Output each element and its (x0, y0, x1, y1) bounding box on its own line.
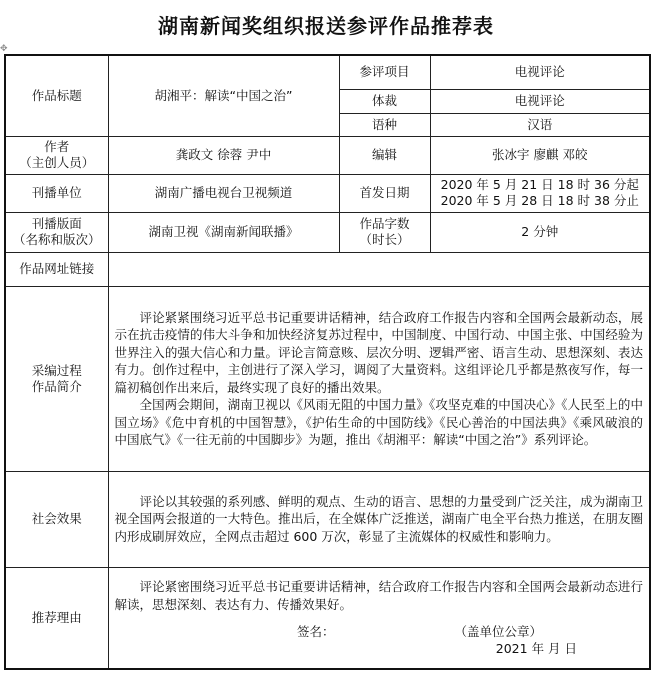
summary-label: 采编过程 作品简介 (5, 286, 108, 471)
length-value: 2 分钟 (430, 212, 650, 252)
publisher-value: 湖南广播电视台卫视频道 (108, 174, 339, 212)
summary-paragraph-2: 全国两会期间，湖南卫视以《风雨无阻的中国力量》《攻坚克难的中国决心》《人民至上的中国立场》《危中育机的中国智慧》，《护佑生命的中国防线》《民心善治的中国法典》《乘风破浪的中国底气》《一往无前的中国脚步》为题，推出《胡湘平：解读“中国之治”》系列评论。 (114, 397, 644, 447)
url-value (108, 252, 650, 286)
author-value: 龚政文 徐蓉 尹中 (108, 136, 339, 174)
effect-paragraph: 评论以其较强的系列感、鲜明的观点、生动的语言、思想的力量受到广泛关注，成为湖南卫视全国两会报道的一大特色。推出后，在全媒体广泛推送，湖南广电全平台热力推送，在朋友圈内形成刷屏效应，全网点击超过 600 万次，彰显了主流媒体的权威性和影响力。 (114, 493, 644, 544)
publisher-label: 刊播单位 (5, 174, 108, 212)
category-value: 电视评论 (430, 55, 650, 89)
reason-content (108, 567, 650, 669)
reason-paragraph: 评论紧密围绕习近平总书记重要讲话精神，结合政府工作报告内容和全国两会最新动态进行解读，思想深刻、表达有力、传播效果好。 (114, 579, 644, 612)
signature-date: 2021 年 月 日 (495, 641, 578, 657)
first-date-value (430, 174, 650, 212)
first-date-label: 首发日期 (339, 174, 430, 212)
signature-line (115, 623, 644, 640)
effect-content (108, 471, 650, 567)
language-label: 语种 (339, 113, 430, 136)
stamp-label: （盖单位公章） (454, 624, 543, 640)
category-label: 参评项目 (339, 55, 430, 89)
page-title: 湖南新闻奖组织报送参评作品推荐表 (158, 14, 494, 38)
signature-label: 签名： (296, 624, 335, 640)
first-date-end: 2020 年 5 月 28 日 18 时 38 分止 (440, 193, 639, 208)
work-title-label: 作品标题 (5, 55, 108, 136)
recommendation-form-table (4, 54, 651, 670)
language-value: 汉语 (430, 113, 650, 136)
editor-label: 编辑 (339, 136, 430, 174)
editor-value: 张冰宇 廖麒 邓皎 (430, 136, 650, 174)
url-label: 作品网址链接 (5, 252, 108, 286)
effect-label: 社会效果 (5, 471, 108, 567)
genre-value: 电视评论 (430, 89, 650, 113)
layout-value: 湖南卫视《湖南新闻联播》 (108, 212, 339, 252)
reason-label: 推荐理由 (5, 567, 108, 669)
anchor-mark-icon: ✥ (0, 44, 8, 54)
genre-label: 体裁 (339, 89, 430, 113)
summary-paragraph-1: 评论紧紧围绕习近平总书记重要讲话精神，结合政府工作报告内容和全国两会最新动态，展示在抗击疫情的伟大斗争和加快经济复苏过程中，中国制度、中国行动、中国主张、中国经验为世界注入的强大信心和力量。评论言简意赅、层次分明、逻辑严密、语言生动、思想深刻、表达有力。创作过程中，主创进行了深入学习，调阅了大量资料。这组评论几乎都是熬夜写作，每一篇初稿创作出来后，最终实现了良好的播出效果。 (114, 309, 644, 395)
summary-content (108, 286, 650, 471)
length-label: 作品字数 （时长） (339, 212, 430, 252)
first-date-start: 2020 年 5 月 21 日 18 时 36 分起 (440, 177, 639, 192)
work-title-value: 胡湘平：解读“中国之治” (108, 55, 339, 136)
layout-label: 刊播版面 （名称和版次） (5, 212, 108, 252)
author-label: 作者 （主创人员） (5, 136, 108, 174)
